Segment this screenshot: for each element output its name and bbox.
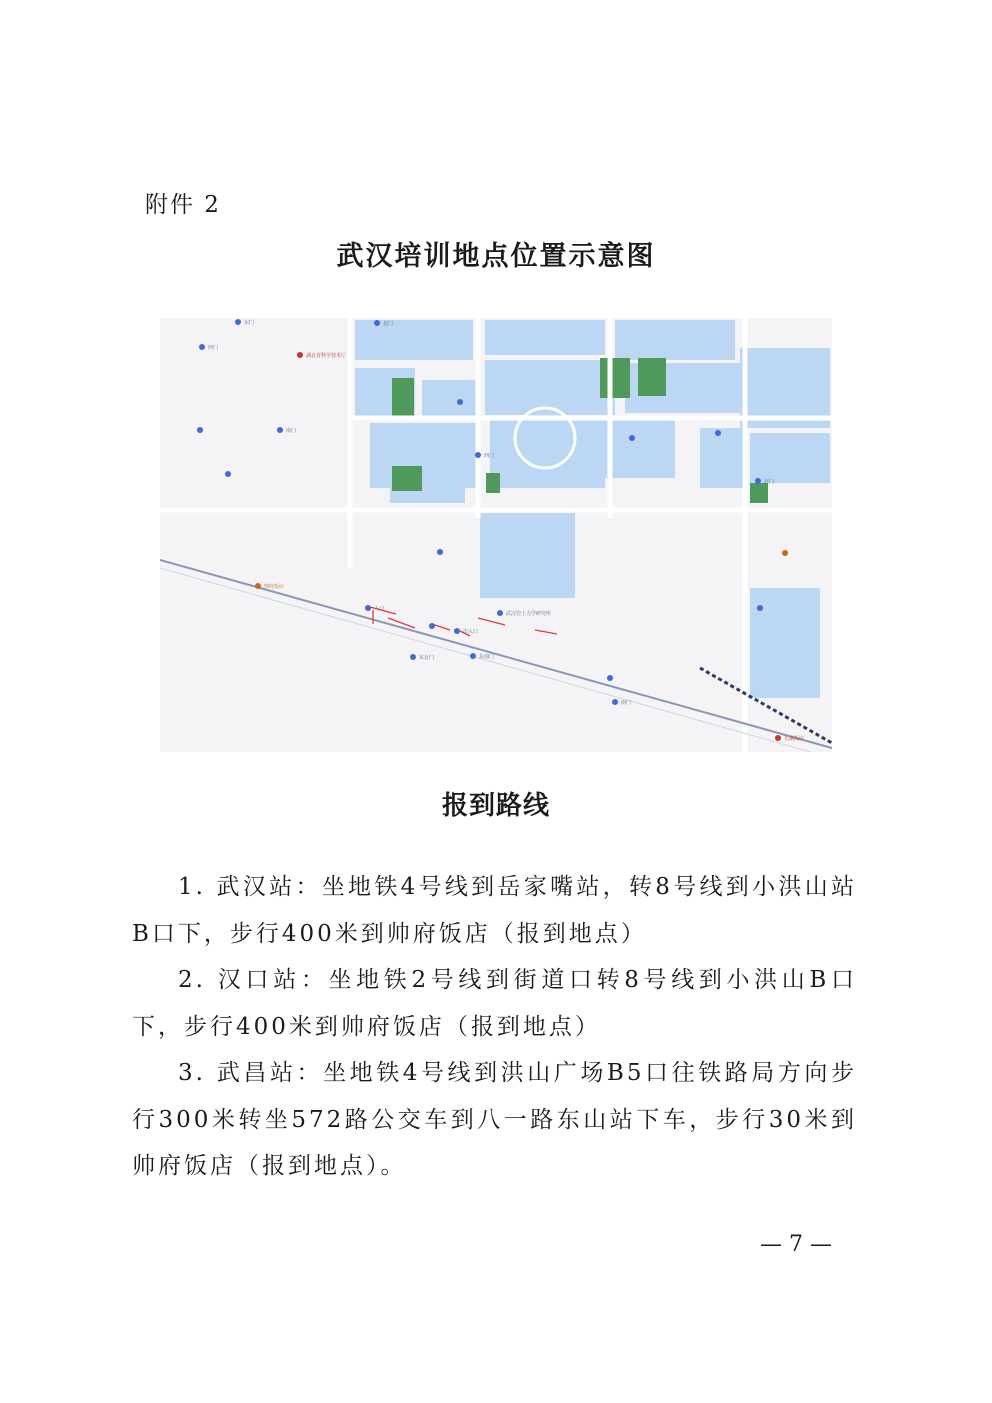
location-map [160, 318, 832, 752]
page-title: 武汉培训地点位置示意图 [336, 241, 656, 272]
map-label-west-gate-2: 西门 [484, 453, 495, 459]
route-hankou-station: 2. 汉口站：坐地铁2号线到街道口转8号线到小洪山B口下，步行400米到帅府饭店（报到地点） [132, 967, 857, 1040]
page-number: — 7 — [760, 1232, 832, 1257]
map-label-east-gate: 东门 [244, 320, 255, 326]
route-wuhan-station: 1. 武汉站：坐地铁4号线到岳家嘴站，转8号线到小洪山站B口下，步行400米到帅府饭店（报到地点） [132, 874, 857, 947]
route-wuchang-station: 3. 武昌站：坐地铁4号线到洪山广场B5口往铁路局方向步行300米转坐572路公交车到八一路东山站下车，步行30米到帅府饭店（报到地点）。 [132, 1060, 857, 1179]
section-title-route: 报到路线 [441, 791, 550, 821]
map-label-northeast-gate: 东北门 [419, 655, 435, 661]
map-label-shuaifu-hotel: 帅府饭店 [264, 584, 285, 590]
map-label-changhu-hotel: 长湖饭店 [784, 736, 805, 742]
map-label-southeast-gate: 东南门 [479, 654, 495, 660]
map-label-geotech-institute: 武汉岩土力学研究所 [506, 611, 552, 617]
map-label-exit: 出入口 [463, 629, 479, 635]
map-label-west-gate: 西门 [208, 345, 219, 351]
map-label-south-gate: 南门 [286, 428, 297, 434]
map-label-entrance: 入口 [374, 606, 385, 612]
map-label-south-gate-2: 南门 [621, 700, 632, 706]
map-label-science-dept: 湖北省科学技术厅 [306, 353, 347, 359]
attachment-label: 附件 2 [145, 192, 221, 218]
map-label-north-gate: 北门 [383, 321, 394, 327]
map-label-north-gate-2: 北门 [764, 479, 775, 485]
